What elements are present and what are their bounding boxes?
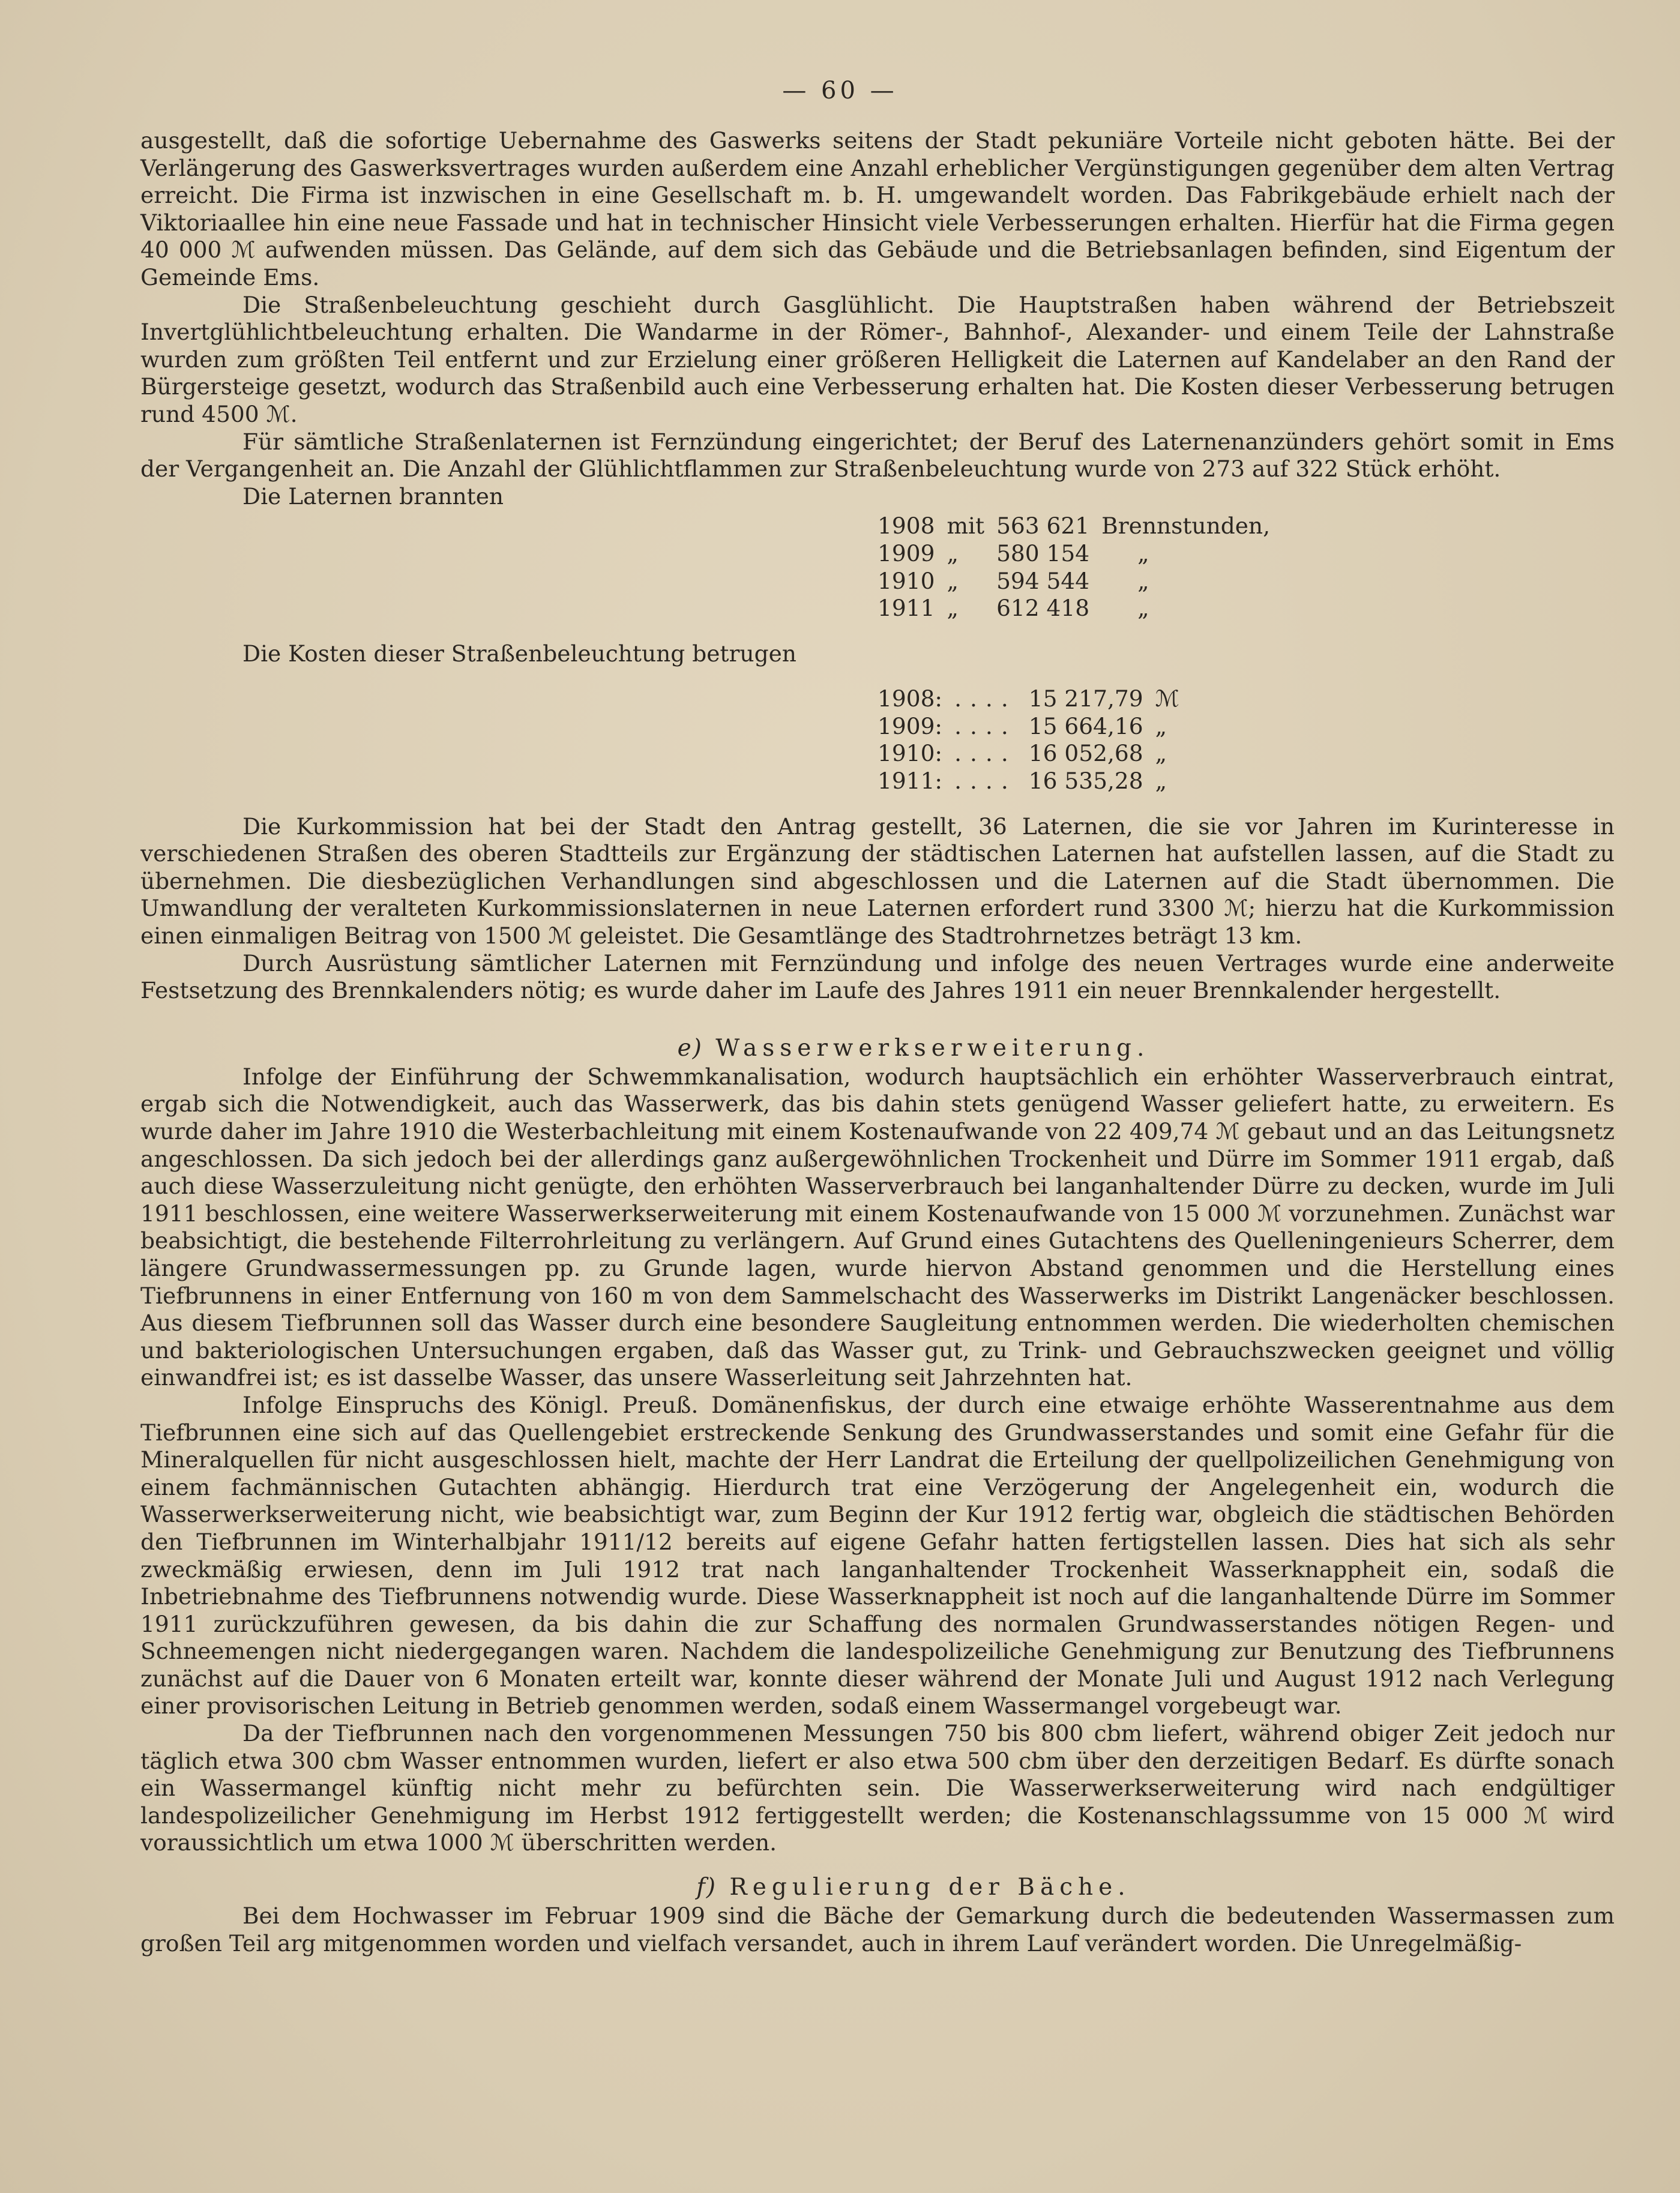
text-column bbox=[140, 127, 1615, 1957]
burn-hours-intro: Die Laternen brannten bbox=[242, 483, 504, 510]
paragraph-domain-objection: Infolge Einspruchs des Königl. Preuß. Domänenfiskus, der durch eine etwaige erhöhte Wasserentnahme aus dem Tiefbrunnen eine sich auf das Quellengebiet erstreckende Senkung des Grundwasserstandes und somit eine Gefahr für die Mineralquellen für nicht ausgeschlossen hielt, machte der Herr Landrat die Erteilung der quellpolizeilichen Genehmigung von einem fachmännischen Gutachten abhängig. Hierdurch trat eine Verzögerung der Angelegenheit ein, wodurch die Wasserwerkserweiterung nicht, wie beabsichtigt war, zum Beginn der Kur 1912 fertig war, obgleich die städtischen Behörden den Tiefbrunnen im Winterhalbjahr 1911/12 bereits auf eigene Gefahr hatten fertigstellen lassen. Dies hat sich als sehr zweckmäßig erwiesen, denn im Juli 1912 trat nach langanhaltender Trockenheit Wasserknappheit ein, sodaß die Inbetriebnahme des Tiefbrunnens notwendig wurde. Diese Wasserknappheit ist noch auf die langanhaltende Dürre im Sommer 1911 zurückzuführen gewesen, da bis dahin die zur Schaffung des normalen Grundwasserstandes nötigen Regen- und Schneemengen nicht niedergegangen waren. Nachdem die landespolizeiliche Genehmigung zur Benutzung des Tiefbrunnens zunächst auf die Dauer von 6 Monaten erteilt war, konnte dieser während der Monate Juli und August 1912 nach Verlegung einer provisorischen Leitung in Betrieb genommen werden, sodaß einem Wassermangel vorgebeugt war. bbox=[140, 1391, 1615, 1719]
paragraph-kurkommission-lamps: Die Kurkommission hat bei der Stadt den Antrag gestellt, 36 Laternen, die sie vor Jahren im Kurinteresse in verschiedenen Straßen des oberen Stadtteils zur Ergänzung der städtischen Laternen hat aufstellen lassen, auf die Stadt zu übernehmen. Die diesbezüglichen Verhandlungen sind abgeschlossen und die Laternen auf die Stadt übernommen. Die Umwandlung der veralteten Kurkommissionslaternen in neue Laternen erfordert rund 3300 ℳ; hierzu hat die Kurkommission einen einmaligen Beitrag von 1500 ℳ geleistet. Die Gesamtlänge des Stadtrohrnetzes beträgt 13 km. bbox=[140, 813, 1615, 949]
table-row: 1911: .... 16 535,28 „ bbox=[878, 768, 1167, 795]
paragraph-well-capacity: Da der Tiefbrunnen nach den vorgenommenen Messungen 750 bis 800 cbm liefert, während obiger Zeit jedoch nur täglich etwa 300 cbm Wasser entnommen wurden, liefert er also etwa 500 cbm über den derzeitigen Bedarf. Es dürfte sonach ein Wassermangel künftig nicht mehr zu befürchten sein. Die Wasserwerkserweiterung wird nach endgültiger landespolizeilicher Genehmigung im Herbst 1912 fertiggestellt werden; die Kostenanschlagssumme von 15 000 ℳ wird voraussichtlich um etwa 1000 ℳ überschritten werden. bbox=[140, 1720, 1615, 1856]
table-row: 1909 „ 580 154 „ bbox=[878, 540, 1149, 567]
section-title: Regulierung der Bäche. bbox=[729, 1874, 1131, 1901]
table-row: 1910 „ 594 544 „ bbox=[878, 567, 1149, 594]
paragraph-remote-ignition: Für sämtliche Straßenlaternen ist Fernzündung eingerichtet; der Beruf des Laternenanzünders gehört somit in Ems der Vergangenheit an. Die Anzahl der Glühlichtflammen zur Straßenbeleuchtung wurde von 273 auf 322 Stück erhöht. bbox=[140, 428, 1615, 483]
section-heading-waterworks bbox=[140, 1033, 1615, 1063]
section-heading-brooks bbox=[140, 1873, 1615, 1903]
table-row: 1910: .... 16 052,68 „ bbox=[878, 740, 1167, 767]
section-letter: e) bbox=[677, 1034, 703, 1062]
lighting-cost-table bbox=[872, 685, 1185, 795]
paragraph-burn-calendar: Durch Ausrüstung sämtlicher Laternen mit Fernzündung und infolge des neuen Vertrages wurde eine anderweite Festsetzung des Brennkalenders nötig; es wurde daher im Laufe des Jahres 1911 ein neuer Brennkalender hergestellt. bbox=[140, 949, 1615, 1004]
burn-hours-table bbox=[872, 513, 1276, 622]
section-letter: f) bbox=[696, 1874, 717, 1901]
table-row: 1911 „ 612 418 „ bbox=[878, 595, 1149, 622]
page-number: — 60 — bbox=[782, 77, 898, 104]
paragraph-gasworks-contract: ausgestellt, daß die sofortige Uebernahme des Gaswerks seitens der Stadt pekuniäre Vorteile nicht geboten hätte. Bei der Verlängerung des Gaswerksvertrages wurden außerdem eine Anzahl erheblicher Vergünstigungen gegenüber dem alten Vertrag erreicht. Die Firma ist inzwischen in eine Gesellschaft m. b. H. umgewandelt worden. Das Fabrikgebäude erhielt nach der Viktoriaallee hin eine neue Fassade und hat in technischer Hinsicht viele Verbesserungen erhalten. Hierfür hat die Firma gegen 40 000 ℳ aufwenden müssen. Das Gelände, auf dem sich das Gebäude und die Betriebsanlagen befinden, sind Eigentum der Gemeinde Ems. bbox=[140, 127, 1615, 290]
section-title: Wasserwerkserweiterung. bbox=[715, 1034, 1150, 1062]
table-row: 1908: .... 15 217,79 ℳ bbox=[878, 685, 1179, 712]
cost-intro: Die Kosten dieser Straßenbeleuchtung betrugen bbox=[242, 640, 796, 667]
paragraph-street-lighting: Die Straßenbeleuchtung geschieht durch Gasglühlicht. Die Hauptstraßen haben während der Betriebszeit Invertglühlichtbeleuchtung erhalten. Die Wandarme in der Römer-, Bahnhof-, Alexander- und einem Teile der Lahnstraße wurden zum größten Teil entfernt und zur Erzielung einer größeren Helligkeit die Laternen auf Kandelaber an den Rand der Bürgersteige gesetzt, wodurch das Straßenbild auch eine Verbesserung erhalten hat. Die Kosten dieser Verbesserung betrugen rund 4500 ℳ. bbox=[140, 291, 1615, 427]
paragraph-flood-1909: Bei dem Hochwasser im Februar 1909 sind die Bäche der Gemarkung durch die bedeutenden Wassermassen zum großen Teil arg mitgenommen worden und vielfach versandet, auch in ihrem Lauf verändert worden. Die Unregelmäßig- bbox=[140, 1903, 1615, 1957]
paragraph-water-expansion: Infolge der Einführung der Schwemmkanalisation, wodurch hauptsächlich ein erhöhter Wasserverbrauch eintrat, ergab sich die Notwendigkeit, auch das Wasserwerk, das bis dahin stets genügend Wasser geliefert hatte, zu erweitern. Es wurde daher im Jahre 1910 die Westerbachleitung mit einem Kostenaufwande von 22 409,74 ℳ gebaut und an das Leitungsnetz angeschlossen. Da sich jedoch bei der allerdings ganz außergewöhnlichen Trockenheit und Dürre im Sommer 1911 ergab, daß auch diese Wasserzuleitung nicht genügte, den erhöhten Wasserverbrauch bei langanhaltender Dürre zu decken, wurde im Juli 1911 beschlossen, eine weitere Wasserwerkserweiterung mit einem Kostenaufwande von 15 000 ℳ vorzunehmen. Zunächst war beabsichtigt, die bestehende Filterrohrleitung zu verlängern. Auf Grund eines Gutachtens des Quelleningenieurs Scherrer, dem längere Grundwassermessungen pp. zu Grunde lagen, wurde hiervon Abstand genommen und die Herstellung eines Tiefbrunnens in einer Entfernung von 160 m von dem Sammelschacht des Wasserwerks im Distrikt Langenäcker beschlossen. Aus diesem Tiefbrunnen soll das Wasser durch eine besondere Saugleitung entnommen werden. Die wiederholten chemischen und bakteriologischen Untersuchungen ergaben, daß das Wasser gut, zu Trink- und Gebrauchszwecken geeignet und völlig einwandfrei ist; es ist dasselbe Wasser, das unsere Wasserleitung seit Jahrzehnten hat. bbox=[140, 1063, 1615, 1391]
table-row: 1909: .... 15 664,16 „ bbox=[878, 712, 1167, 739]
table-row: 1908 mit 563 621 Brennstunden, bbox=[878, 513, 1271, 540]
